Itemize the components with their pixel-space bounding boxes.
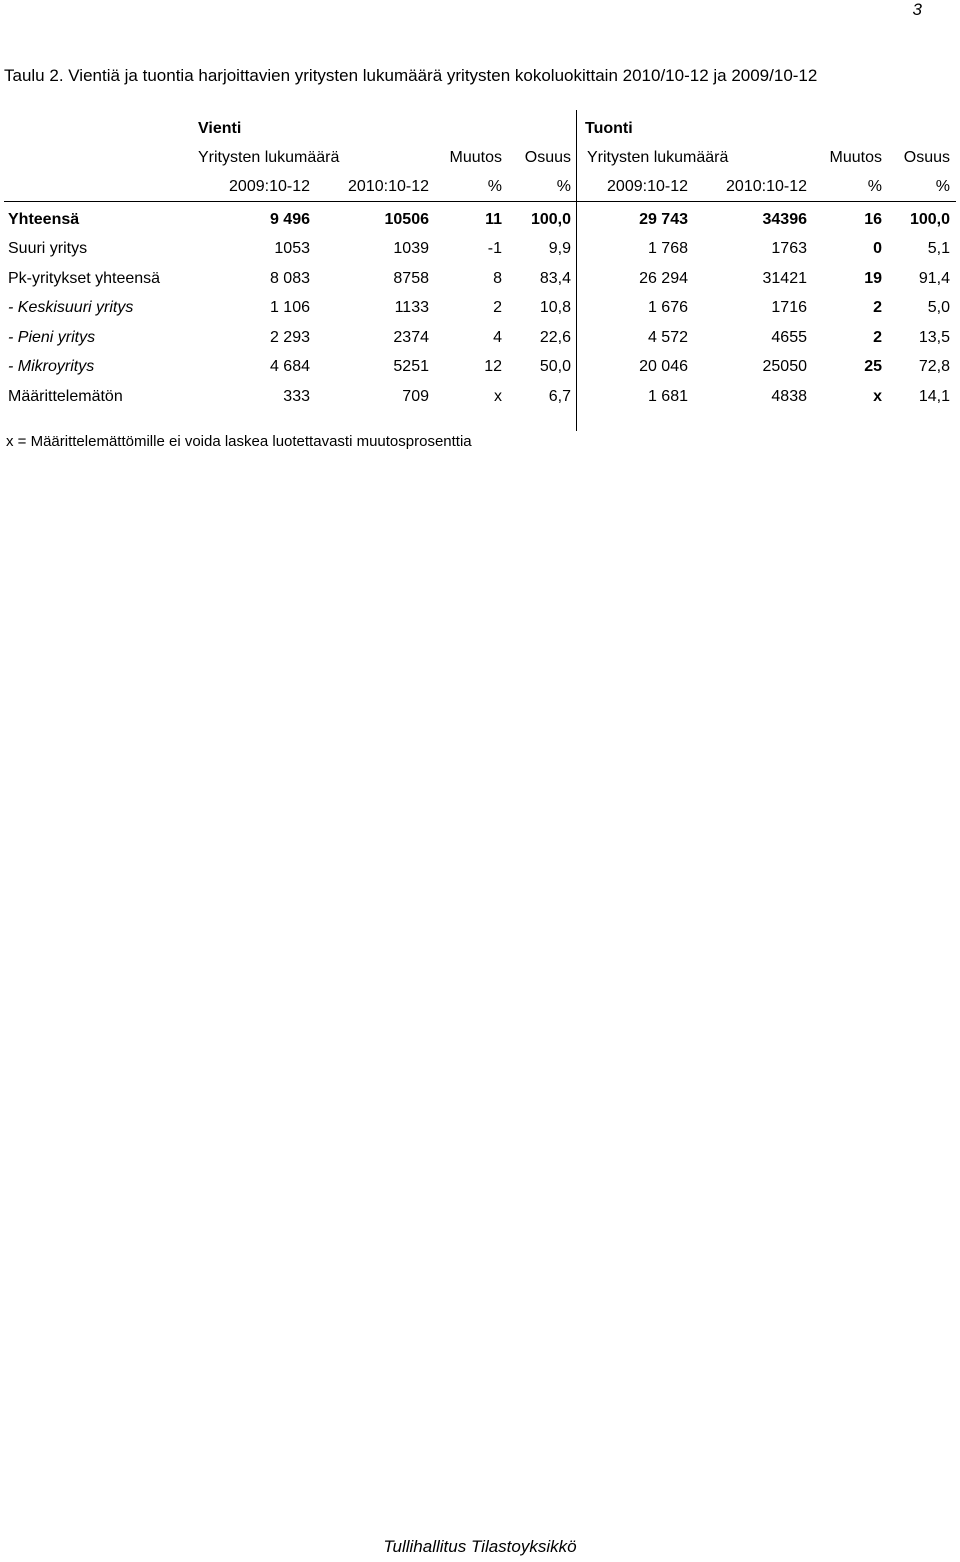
table-cell: 2 293	[269, 329, 310, 346]
table-cell: x	[873, 388, 882, 405]
table-cell: 16	[864, 211, 882, 228]
table-cell: 25050	[762, 358, 807, 375]
table-cell: 100,0	[909, 211, 950, 228]
table-cell: 11	[485, 211, 502, 228]
row-label: Yhteensä	[8, 211, 80, 228]
table-cell: 4 684	[269, 358, 310, 375]
table-cell: 1763	[771, 240, 807, 257]
table-title: Taulu 2. Vientiä ja tuontia harjoittavien yritysten lukumäärä yritysten kokoluokittain 2010/10-12 ja 2009/10-12	[4, 66, 818, 85]
table-cell: 2	[873, 329, 882, 346]
table-cell: 29 743	[639, 211, 688, 228]
table-cell: 5,0	[927, 299, 950, 316]
table-cell: 4838	[771, 388, 807, 405]
table-cell: 5,1	[927, 240, 950, 257]
column-divider	[576, 110, 577, 431]
table-cell: 1 676	[647, 299, 688, 316]
footer: Tullihallitus Tilastoyksikkö	[383, 1537, 577, 1556]
tuonti-count-header: Yritysten lukumäärä	[587, 149, 729, 166]
table-cell: 25	[864, 358, 882, 375]
table-cell: 2	[873, 299, 882, 316]
table-cell: 4	[493, 329, 502, 346]
table-cell: 22,6	[539, 329, 571, 346]
row-label: Suuri yritys	[8, 240, 88, 257]
table-cell: 8	[493, 270, 502, 287]
table-cell: 34396	[762, 211, 807, 228]
table-cell: 1 106	[269, 299, 310, 316]
group-label-vienti: Vienti	[198, 120, 242, 137]
table-cell: -1	[487, 240, 502, 257]
page-number: 3	[912, 0, 922, 19]
table-cell: 1053	[274, 240, 310, 257]
unit-label: %	[556, 178, 571, 195]
unit-label: %	[867, 178, 882, 195]
table-cell: 8 083	[269, 270, 310, 287]
unit-label: 2009:10-12	[229, 178, 310, 195]
table-cell: 26 294	[639, 270, 688, 287]
row-label: - Pieni yritys	[8, 329, 96, 346]
table-cell: 91,4	[918, 270, 950, 287]
table-cell: 9,9	[548, 240, 571, 257]
table-cell: 4 572	[647, 329, 688, 346]
table-cell: 72,8	[918, 358, 950, 375]
unit-label: 2010:10-12	[348, 178, 429, 195]
unit-label: 2010:10-12	[726, 178, 807, 195]
table-cell: 4655	[771, 329, 807, 346]
row-label: - Mikroyritys	[8, 358, 95, 375]
table-cell: 10,8	[539, 299, 571, 316]
table-cell: 31421	[762, 270, 807, 287]
row-label: Määrittelemätön	[8, 388, 123, 405]
table-cell: 1039	[393, 240, 429, 257]
unit-label: %	[487, 178, 502, 195]
table-cell: 2374	[393, 329, 429, 346]
vienti-change-header: Muutos	[449, 149, 502, 166]
unit-label: 2009:10-12	[607, 178, 688, 195]
table-cell: 14,1	[918, 388, 950, 405]
table-cell: 709	[402, 388, 429, 405]
vienti-share-header: Osuus	[524, 149, 571, 166]
tuonti-share-header: Osuus	[903, 149, 950, 166]
table-cell: 1133	[394, 299, 429, 316]
table-cell: 12	[484, 358, 502, 375]
table-cell: 83,4	[539, 270, 571, 287]
table-cell: 5251	[393, 358, 429, 375]
row-label: Pk-yritykset yhteensä	[8, 270, 161, 287]
table-cell: 20 046	[639, 358, 688, 375]
table-cell: 1 768	[647, 240, 688, 257]
table-cell: 2	[493, 299, 502, 316]
table-cell: 0	[873, 240, 882, 257]
table-cell: 19	[864, 270, 882, 287]
table-cell: 8758	[393, 270, 429, 287]
table-cell: 100,0	[530, 211, 571, 228]
table-cell: 10506	[384, 211, 429, 228]
table-cell: 9 496	[269, 211, 310, 228]
footnote: x = Määrittelemättömille ei voida laskea luotettavasti muutosprosenttia	[6, 433, 472, 450]
vienti-count-header: Yritysten lukumäärä	[198, 149, 340, 166]
table-cell: 6,7	[548, 388, 571, 405]
table-cell: 13,5	[918, 329, 950, 346]
tuonti-change-header: Muutos	[829, 149, 882, 166]
unit-label: %	[935, 178, 950, 195]
table-cell: 333	[283, 388, 310, 405]
table-cell: 1 681	[647, 388, 688, 405]
table-cell: 50,0	[539, 358, 571, 375]
table-cell: 1716	[771, 299, 807, 316]
row-label: - Keskisuuri yritys	[8, 299, 134, 316]
table-cell: x	[494, 388, 502, 405]
header-rule	[4, 201, 956, 202]
group-label-tuonti: Tuonti	[585, 120, 633, 137]
